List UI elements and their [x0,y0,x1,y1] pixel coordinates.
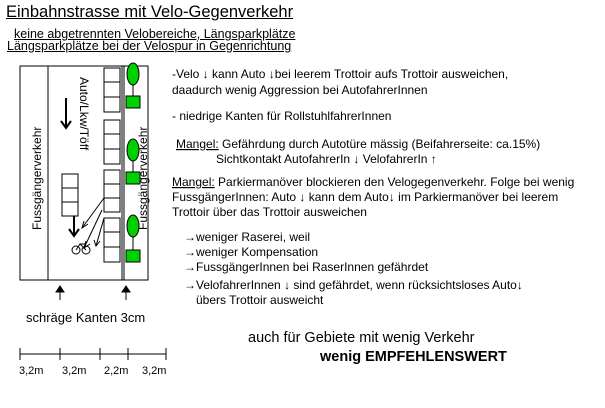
label-pedestrian-right: Fussgängerverkehr [136,126,150,230]
note-mangel2 [172,175,574,189]
mangel2-text: Parkiermanöver blockieren den Velogegenverkehr. Folge bei wenig [214,175,575,189]
note-velo-line2: daadurch wenig Aggression bei AutofahrerInnen [172,83,428,97]
mangel2-label: Mangel: [172,175,215,189]
subtitle-2: Längsparkplätze bei der Velospur in Gegenrichtung [7,39,292,53]
width-label: 3,2m [62,365,87,377]
moving-car [62,174,78,216]
bullet-item: →weniger Kompensation [184,245,319,259]
edges-label: schräge Kanten 3cm [26,310,146,325]
width-label: 3,2m [19,365,44,377]
conclusion-line-2: wenig EMPFEHLENSWERT [320,349,507,365]
page-title: Einbahnstrasse mit Velo-Gegenverkehr [6,3,294,21]
bullet-item: →FussgängerInnen bei RaserInnen gefährdet [184,260,429,274]
conclusion-line-1: auch für Gebiete mit wenig Verkehr [248,330,475,346]
width-label: 3,2m [142,365,167,377]
bullet-item: übers Trottoir ausweicht [196,293,324,307]
note-velo-line1: -Velo ↓ kann Auto ↓bei leerem Trottoir aufs Trottoir ausweichen, [172,67,509,81]
down-arrow-icon [61,98,71,128]
up-arrow-icon [122,286,130,300]
down-arrow-icon [69,216,79,236]
tree-icon [126,63,140,108]
parked-car-3 [104,170,120,212]
parked-car-2 [104,120,120,164]
bullet-item: →weniger Raserei, weil [184,230,311,244]
note-mangel2-line2: FussgängerInnen: Auto ↓ kann dem Auto↓ im Parkiermanöver bei leerem [172,190,559,204]
dimension-line [20,348,166,360]
maneuver-arrows [82,198,104,248]
width-label: 2,2m [104,365,129,377]
label-pedestrian-left: Fussgängerverkehr [30,126,44,230]
bullet-item: →VelofahrerInnen ↓ sind gefährdet, wenn rücksichtsloses Auto↓ [184,278,523,292]
label-car-traffic: Auto/Lkw/Töff [77,77,91,151]
note-mangel2-line3: Trottoir über das Trottoir ausweichen [172,205,367,219]
up-arrow-icon [56,286,64,300]
subtitle-1: keine abgetrennten Velobereiche, Längsparkplätze [14,27,296,41]
mangel1-label: Mangel: [176,137,219,151]
note-mangel1-line2: Sichtkontakt AutofahrerIn ↓ VelofahrerIn ↑ [216,152,437,166]
note-mangel1 [176,137,540,151]
note-kanten: - niedrige Kanten für RollstuhlfahrerInnen [172,109,392,123]
mangel1-text: Gefährdung durch Autotüre mässig (Beifahrerseite: ca.15%) [218,137,541,151]
parked-car-1 [104,68,120,112]
parked-car-4 [104,218,120,262]
